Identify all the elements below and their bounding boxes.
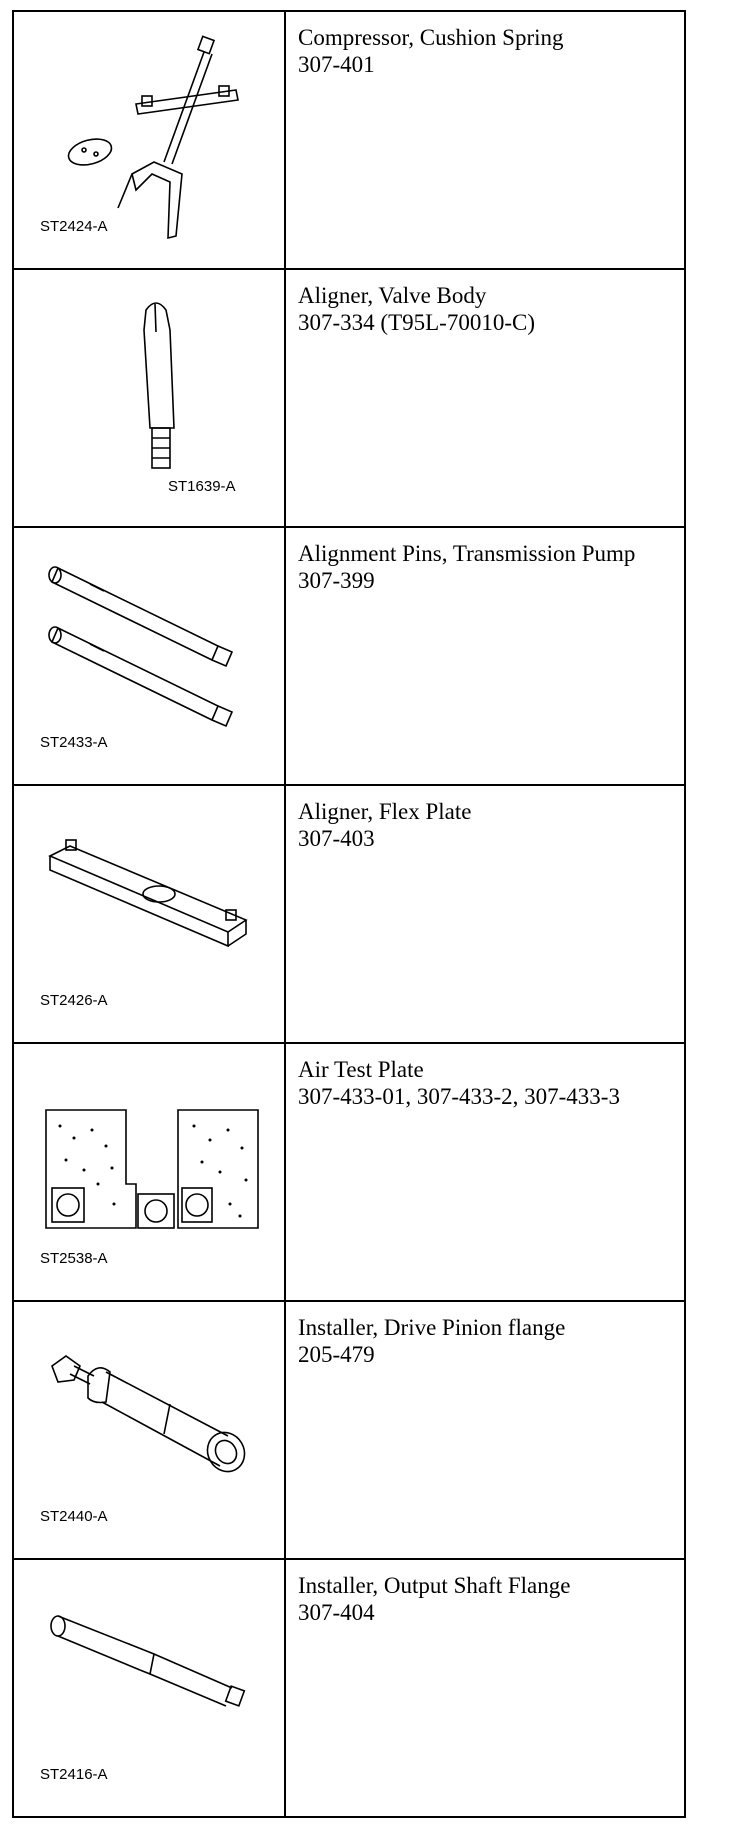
tool-name: Air Test Plate [298, 1057, 424, 1082]
table-row [13, 1043, 685, 1301]
tool-illustration-cell [13, 1301, 285, 1559]
figure-code: ST2440-A [40, 1508, 108, 1525]
tool-description-cell [285, 527, 685, 785]
tool-part-number: 307-404 [298, 1600, 375, 1625]
tool-part-number: 307-403 [298, 826, 375, 851]
figure-code: ST2426-A [40, 992, 108, 1009]
tool-description-cell [285, 269, 685, 527]
table-row [13, 527, 685, 785]
tool-name: Alignment Pins, Transmission Pump [298, 541, 636, 566]
tool-name: Installer, Output Shaft Flange [298, 1573, 571, 1598]
tool-illustration-cell [13, 11, 285, 269]
tool-description-cell [285, 785, 685, 1043]
table-row [13, 269, 685, 527]
figure-code: ST2538-A [40, 1250, 108, 1267]
tool-part-number: 307-401 [298, 52, 375, 77]
table-row [13, 785, 685, 1043]
tool-illustration-cell [13, 1043, 285, 1301]
tool-illustration-cell [13, 527, 285, 785]
tool-name: Aligner, Valve Body [298, 283, 487, 308]
tool-part-number: 307-334 (T95L-70010-C) [298, 310, 535, 335]
figure-code: ST2424-A [40, 218, 108, 235]
tool-part-number: 205-479 [298, 1342, 375, 1367]
tool-description-cell [285, 1043, 685, 1301]
figure-code: ST2433-A [40, 734, 108, 751]
table-row [13, 11, 685, 269]
tool-part-number: 307-399 [298, 568, 375, 593]
tool-description-cell [285, 1559, 685, 1817]
valve-body-aligner-icon [14, 270, 284, 526]
special-tools-table [12, 10, 686, 1818]
tool-part-number: 307-433-01, 307-433-2, 307-433-3 [298, 1084, 620, 1109]
table-row [13, 1559, 685, 1817]
tool-name: Aligner, Flex Plate [298, 799, 472, 824]
tool-illustration-cell [13, 269, 285, 527]
table-row [13, 1301, 685, 1559]
tool-name: Installer, Drive Pinion flange [298, 1315, 566, 1340]
tool-description-cell [285, 1301, 685, 1559]
tool-illustration-cell [13, 785, 285, 1043]
figure-code: ST1639-A [168, 478, 236, 495]
tool-description-cell [285, 11, 685, 269]
figure-code: ST2416-A [40, 1766, 108, 1783]
tool-name: Compressor, Cushion Spring [298, 25, 564, 50]
tool-illustration-cell [13, 1559, 285, 1817]
